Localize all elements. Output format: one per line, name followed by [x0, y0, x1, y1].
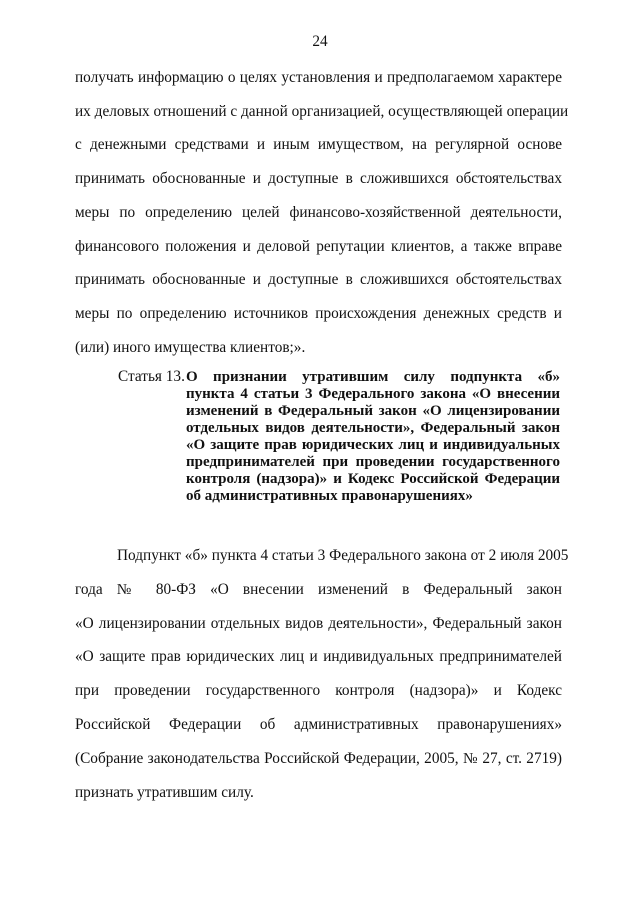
text-line: «О защите прав юридических лиц и индивидуальных предпринимателей — [75, 648, 562, 666]
text-line: Подпункт «б» пункта 4 статьи 3 Федерального закона от 2 июля 2005 — [117, 547, 569, 564]
text-line: изменений в Федеральный закон «О лицензировании — [186, 403, 560, 419]
text-line: (или) иного имущества клиентов;». — [75, 338, 306, 356]
page-number: 24 — [312, 33, 328, 50]
text-line: пункта 4 статьи 3 Федерального закона «О внесении — [186, 386, 560, 402]
text-line: принимать обоснованные и доступные в сложившихся обстоятельствах — [75, 170, 562, 188]
text-line: финансового положения и деловой репутации клиентов, а также вправе — [75, 237, 562, 255]
text-line: принимать обоснованные и доступные в сложившихся обстоятельствах — [75, 271, 562, 289]
text-line: Российской Федерации об административных правонарушениях» — [75, 716, 562, 733]
text-line: об административных правонарушениях» — [186, 488, 473, 504]
text-line: их деловых отношений с данной организацией, осуществляющей операции — [75, 102, 569, 120]
text-line: отдельных видов деятельности», Федеральный закон — [186, 420, 560, 436]
text-line: меры по определению целей финансово-хозяйственной деятельности, — [75, 203, 562, 221]
text-line: получать информацию о целях установления и предполагаемом характере — [75, 69, 562, 86]
text-line: меры по определению источников происхождения денежных средств и — [75, 304, 562, 322]
text-line: года № 80-ФЗ «О внесении изменений в Федеральный закон — [75, 580, 562, 598]
article-label: Статья 13. — [118, 368, 185, 385]
text-line: при проведении государственного контроля (надзора)» и Кодекс — [75, 682, 562, 700]
text-line: с денежными средствами и иным имуществом, на регулярной основе — [75, 136, 562, 154]
text-line: (Собрание законодательства Российской Федерации, 2005, № 27, ст. 2719) — [75, 749, 562, 767]
text-line: «О лицензировании отдельных видов деятельности», Федеральный закон — [75, 614, 562, 632]
text-line: «О защите прав юридических лиц и индивидуальных — [186, 437, 560, 453]
text-line: контроля (надзора)» и Кодекс Российской Федерации — [186, 471, 560, 487]
text-line: признать утратившим силу. — [75, 783, 254, 801]
text-line: О признании утратившим силу подпункта «б» — [186, 369, 560, 385]
text-line: предпринимателей при проведении государственного — [186, 454, 560, 470]
